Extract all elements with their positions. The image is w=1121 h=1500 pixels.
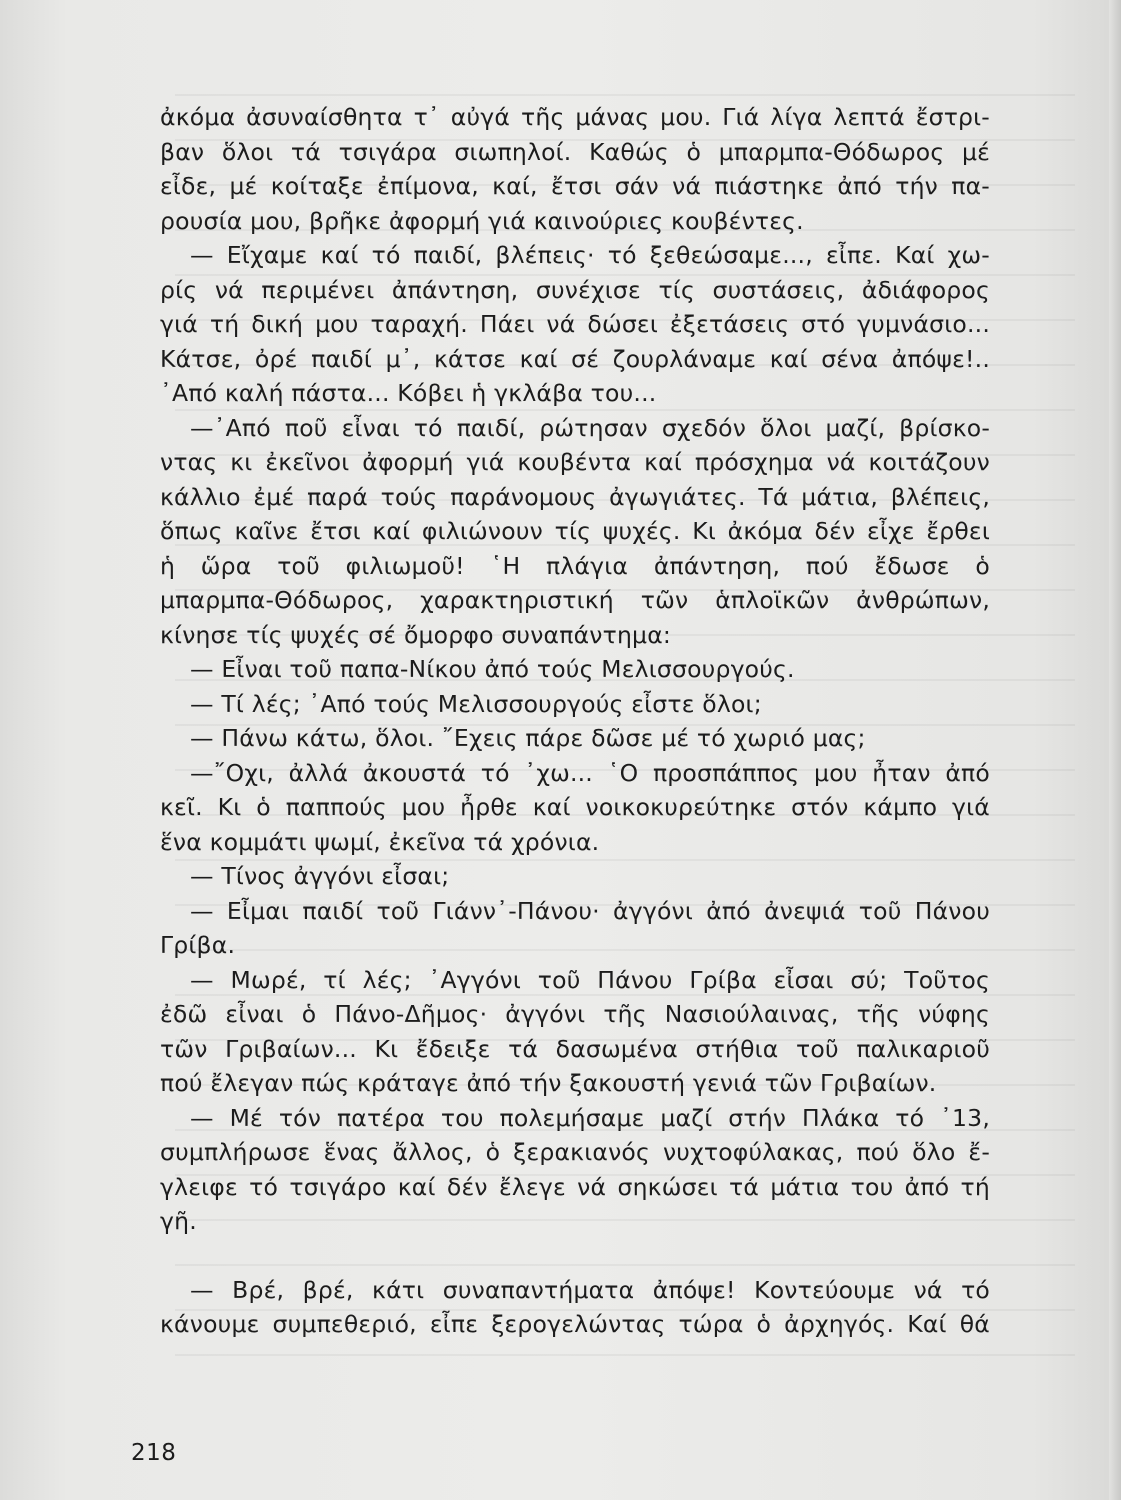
text-line: — Βρέ, βρέ, κάτι συναπαντήματα ἀπόψε! Κοντεύουμε νά τό — [190, 1275, 990, 1304]
text-line: — Εἶμαι παιδί τοῦ Γιάνν᾿-Πάνου· ἀγγόνι ἀπό ἀνεψιά τοῦ Πάνου — [190, 896, 990, 925]
text-line: ἐδῶ εἶναι ὁ Πάνο-Δῆμος· ἀγγόνι τῆς Νασιούλαινας, τῆς νύφης — [160, 1000, 990, 1028]
text-line: εἶδε, μέ κοίταξε ἐπίμονα, καί, ἔτσι σάν νά πιάστηκε ἀπό τήν πα- — [160, 172, 990, 200]
text-line: τῶν Γριβαίων... Κι ἔδειξε τά δασωμένα στήθια τοῦ παλικαριοῦ — [160, 1034, 990, 1063]
text-line: —῎Οχι, ἀλλά ἀκουστά τό ᾿χω... ῾Ο προσπάππος μου ἦταν ἀπό — [190, 758, 990, 787]
text-line: πού ἔλεγαν πώς κράταγε ἀπό τήν ξακουστή γενιά τῶν Γριβαίων. — [160, 1069, 937, 1097]
text-line: ντας κι ἐκεῖνοι ἀφορμή γιά κουβέντα καί πρόσχημα νά κοιτάζουν — [160, 448, 990, 476]
text-line: συμπλήρωσε ἕνας ἄλλος, ὁ ξερακιανός νυχτοφύλακας, πού ὅλο ἔ- — [160, 1138, 990, 1166]
text-line: — Εἶναι τοῦ παπα-Νίκου ἀπό τούς Μελισσουργούς. — [190, 655, 795, 683]
text-line: ρουσία μου, βρῆκε ἀφορμή γιά καινούριες κουβέντες. — [160, 206, 804, 235]
text-line: ἕνα κομμάτι ψωμί, ἐκεῖνα τά χρόνια. — [160, 827, 600, 856]
text-line: — Μωρέ, τί λές; ᾿Αγγόνι τοῦ Πάνου Γρίβα εἶσαι σύ; Τοῦτος — [190, 965, 990, 994]
text-line: γῆ. — [160, 1207, 197, 1235]
text-line: Κάτσε, ὀρέ παιδί μ᾿, κάτσε καί σέ ζουρλάναμε καί σένα ἀπόψε!.. — [160, 344, 990, 373]
text-line: — Τίνος ἀγγόνι εἶσαι; — [190, 862, 450, 890]
text-line: —᾿Από ποῦ εἶναι τό παιδί, ρώτησαν σχεδόν ὅλοι μαζί, βρίσκο- — [190, 413, 990, 442]
text-line: κεῖ. Κι ὁ παππούς μου ἦρθε καί νοικοκυρεύτηκε στόν κάμπο γιά — [160, 793, 990, 821]
text-line: ἡ ὥρα τοῦ φιλιωμοῦ! ῾Η πλάγια ἀπάντηση, πού ἔδωσε ὁ — [160, 551, 990, 580]
text-line: βαν ὅλοι τά τσιγάρα σιωπηλοί. Καθώς ὁ μπαρμπα-Θόδωρος μέ — [160, 137, 990, 166]
text-line: γιά τή δική μου ταραχή. Πάει νά δώσει ἐξετάσεις στό γυμνάσιο... — [160, 310, 990, 338]
text-line: γλειφε τό τσιγάρο καί δέν ἔλεγε νά σηκώσει τά μάτια του ἀπό τή — [160, 1172, 990, 1201]
text-line: — Πάνω κάτω, ὅλοι. ῎Εχεις πάρε δῶσε μέ τό χωριό μας; — [190, 724, 866, 752]
paragraph-gap — [160, 1239, 990, 1273]
body-text — [160, 100, 990, 1342]
text-line: κίνησε τίς ψυχές σέ ὄμορφο συναπάντημα: — [160, 620, 672, 649]
text-line: κάλλιο ἐμέ παρά τούς παράνομους ἀγωγιάτες. Τά μάτια, βλέπεις, — [160, 482, 990, 511]
text-line: — Εἴχαμε καί τό παιδί, βλέπεις· τό ξεθεώσαμε..., εἶπε. Καί χω- — [190, 241, 990, 269]
text-line: ὅπως καῖνε ἔτσι καί φιλιώνουν τίς ψυχές. Κι ἀκόμα δέν εἶχε ἔρθει — [160, 517, 990, 545]
text-line: κάνουμε συμπεθεριό, εἶπε ξερογελώντας τώρα ὁ ἀρχηγός. Καί θά — [160, 1310, 990, 1338]
text-line: ρίς νά περιμένει ἀπάντηση, συνέχισε τίς συστάσεις, ἀδιάφορος — [160, 275, 990, 304]
page-edge — [1109, 0, 1121, 1500]
text-line: μπαρμπα-Θόδωρος, χαρακτηριστική τῶν ἁπλοϊκῶν ἀνθρώπων, — [160, 586, 990, 614]
text-line: — Τί λές; ᾿Από τούς Μελισσουργούς εἶστε ὅλοι; — [190, 689, 762, 718]
text-line: — Μέ τόν πατέρα του πολεμήσαμε μαζί στήν Πλάκα τό ᾿13, — [190, 1103, 990, 1132]
text-line: ᾿Από καλή πάστα... Κόβει ἡ γκλάβα του... — [160, 379, 657, 407]
page-number: 218 — [131, 1440, 177, 1466]
text-line: Γρίβα. — [160, 931, 236, 959]
text-line: ἀκόμα ἀσυναίσθητα τ᾿ αὐγά τῆς μάνας μου. Γιά λίγα λεπτά ἔστρι- — [160, 103, 990, 131]
